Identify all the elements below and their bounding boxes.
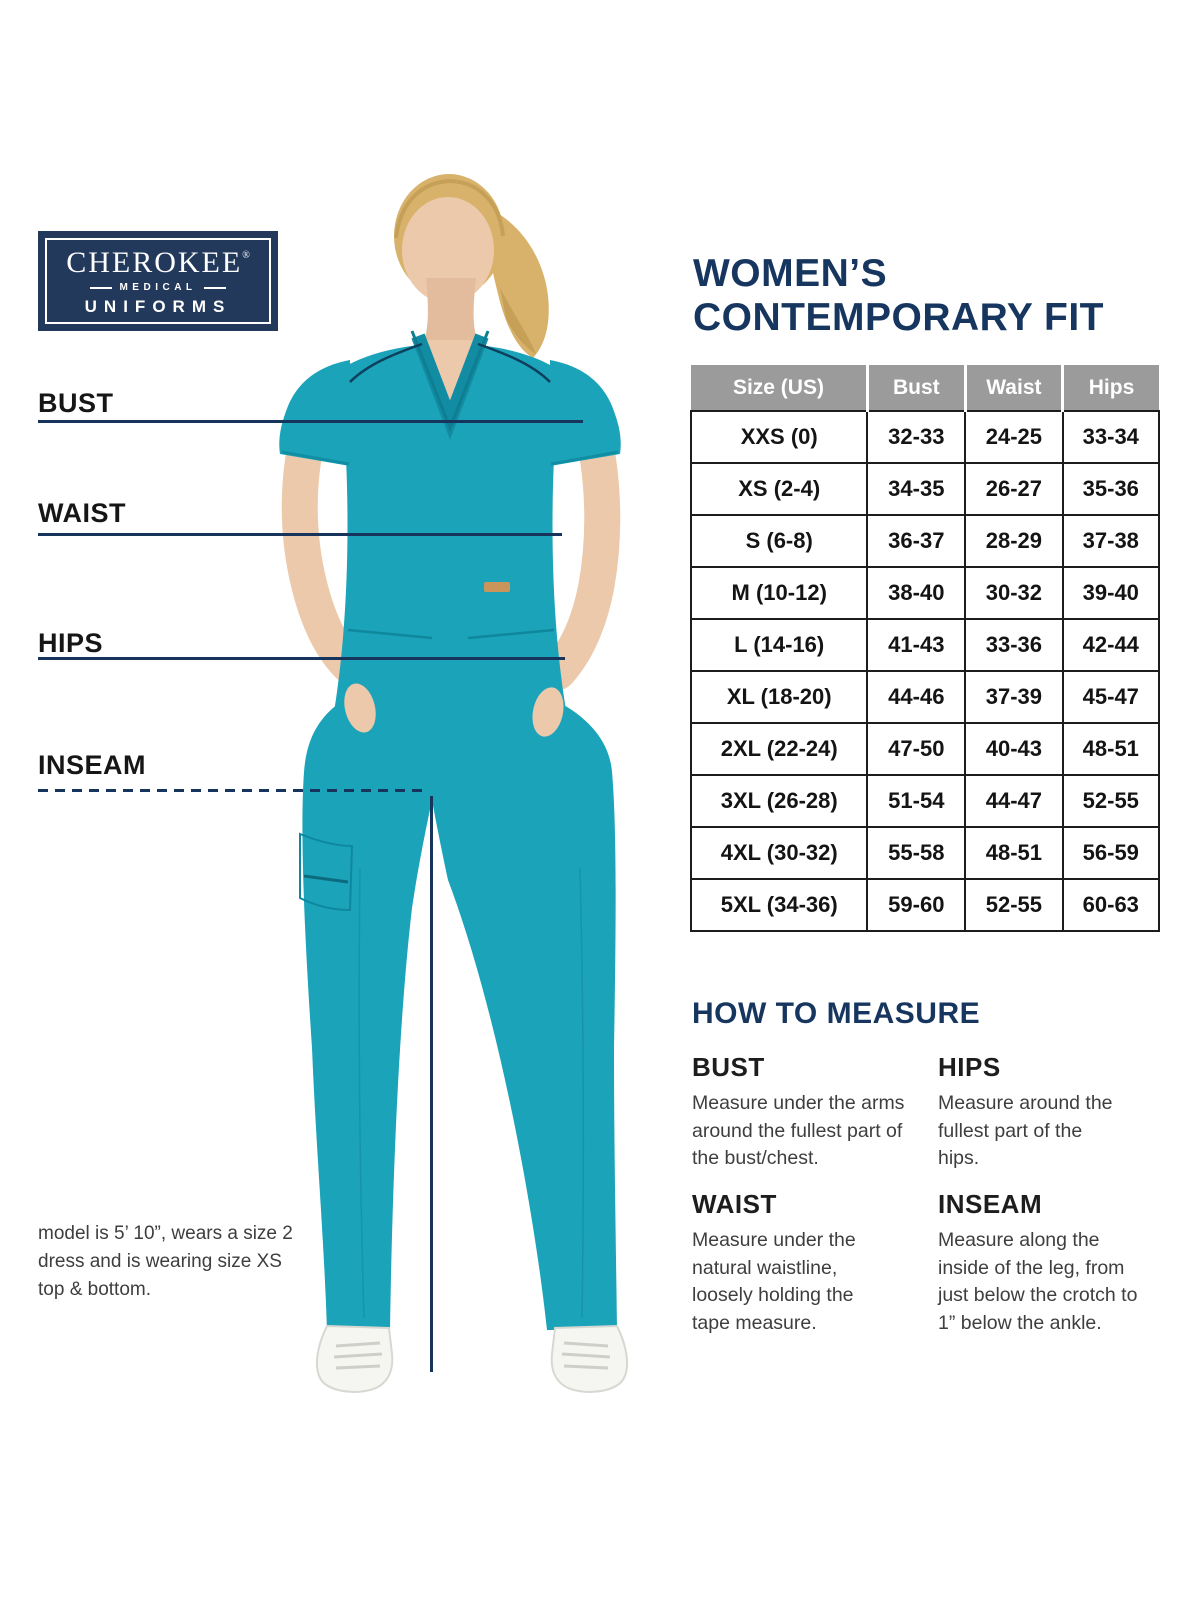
hips-section-text: Measure around the fullest part of the hips. [938, 1092, 1113, 1170]
size-chart-table [690, 365, 1160, 932]
model-photo [200, 168, 670, 1398]
size-chart-table-wrap [690, 365, 1160, 932]
table-row [691, 619, 1159, 671]
measure-label-bust: BUST [38, 388, 114, 418]
column-header-hips: Hips [1063, 365, 1159, 411]
registered-mark: ® [242, 249, 250, 261]
logo-uniforms-text: UNIFORMS [84, 296, 232, 316]
table-cell: XS (2-4) [691, 463, 867, 515]
table-row [691, 515, 1159, 567]
measure-line-bust [38, 420, 583, 423]
measure-line-waist [38, 533, 562, 536]
size-chart-title-line1: WOMEN’S [693, 252, 888, 295]
inseam-vertical-line [430, 796, 433, 1372]
table-cell: 47-50 [867, 723, 965, 775]
table-cell: 34-35 [867, 463, 965, 515]
table-cell: S (6-8) [691, 515, 867, 567]
how-to-measure-bust [692, 1052, 912, 1173]
table-cell: 30-32 [965, 567, 1062, 619]
table-cell: 44-46 [867, 671, 965, 723]
table-cell: 5XL (34-36) [691, 879, 867, 931]
table-row [691, 411, 1159, 463]
measure-line-hips [38, 657, 565, 660]
table-cell: 24-25 [965, 411, 1062, 463]
column-header-size: Size (US) [691, 365, 867, 411]
hips-section-label: HIPS [938, 1052, 1001, 1082]
table-cell: 33-34 [1063, 411, 1159, 463]
table-row [691, 827, 1159, 879]
measure-label-waist: WAIST [38, 498, 126, 528]
waist-section-label: WAIST [692, 1189, 777, 1219]
table-cell: 38-40 [867, 567, 965, 619]
table-cell: 55-58 [867, 827, 965, 879]
table-cell: 52-55 [965, 879, 1062, 931]
table-cell: 2XL (22-24) [691, 723, 867, 775]
table-cell: 41-43 [867, 619, 965, 671]
table-cell: 48-51 [1063, 723, 1159, 775]
table-cell: 42-44 [1063, 619, 1159, 671]
table-cell: 59-60 [867, 879, 965, 931]
table-cell: 32-33 [867, 411, 965, 463]
how-to-measure-title: HOW TO MEASURE [692, 997, 981, 1030]
logo-left-dash [90, 287, 112, 289]
table-cell: 33-36 [965, 619, 1062, 671]
table-cell: 26-27 [965, 463, 1062, 515]
logo-medical-text: MEDICAL [119, 281, 197, 293]
inseam-section-text: Measure along the inside of the leg, from just below the crotch to 1” below the ankle. [938, 1229, 1138, 1335]
measure-label-hips: HIPS [38, 628, 104, 658]
table-cell: 3XL (26-28) [691, 775, 867, 827]
column-header-waist: Waist [965, 365, 1062, 411]
table-cell: 51-54 [867, 775, 965, 827]
measure-line-inseam-dashed [38, 789, 428, 792]
table-cell: 28-29 [965, 515, 1062, 567]
size-chart-title [693, 252, 1173, 341]
table-row [691, 879, 1159, 931]
table-row [691, 723, 1159, 775]
table-cell: 52-55 [1063, 775, 1159, 827]
table-cell: 36-37 [867, 515, 965, 567]
measure-label-inseam: INSEAM [38, 750, 147, 780]
table-cell: 45-47 [1063, 671, 1159, 723]
size-chart-table-body [691, 411, 1159, 931]
table-cell: 60-63 [1063, 879, 1159, 931]
table-cell: XL (18-20) [691, 671, 867, 723]
waist-section-text: Measure under the natural waistline, loosely holding the tape measure. [692, 1229, 856, 1335]
table-cell: 37-39 [965, 671, 1062, 723]
table-cell: M (10-12) [691, 567, 867, 619]
column-header-bust: Bust [867, 365, 965, 411]
size-chart-title-line2: CONTEMPORARY FIT [693, 296, 1105, 340]
table-cell: 40-43 [965, 723, 1062, 775]
table-row [691, 775, 1159, 827]
table-cell: 44-47 [965, 775, 1062, 827]
how-to-measure-hips [938, 1052, 1113, 1173]
table-cell: 56-59 [1063, 827, 1159, 879]
bust-section-label: BUST [692, 1052, 765, 1082]
table-cell: 39-40 [1063, 567, 1159, 619]
inseam-section-label: INSEAM [938, 1189, 1043, 1219]
table-header-row [691, 365, 1159, 411]
table-cell: L (14-16) [691, 619, 867, 671]
table-row [691, 671, 1159, 723]
table-row [691, 463, 1159, 515]
how-to-measure-inseam [938, 1189, 1153, 1338]
table-cell: 4XL (30-32) [691, 827, 867, 879]
how-to-measure-waist [692, 1189, 882, 1338]
table-row [691, 567, 1159, 619]
bust-section-text: Measure under the arms around the fullest part of the bust/chest. [692, 1092, 905, 1170]
table-cell: XXS (0) [691, 411, 867, 463]
table-cell: 48-51 [965, 827, 1062, 879]
table-cell: 37-38 [1063, 515, 1159, 567]
table-cell: 35-36 [1063, 463, 1159, 515]
logo-brand-word: CHEROKEE [66, 245, 243, 279]
model-note: model is 5’ 10”, wears a size 2 dress and is wearing size XS top & bottom. [38, 1223, 293, 1301]
